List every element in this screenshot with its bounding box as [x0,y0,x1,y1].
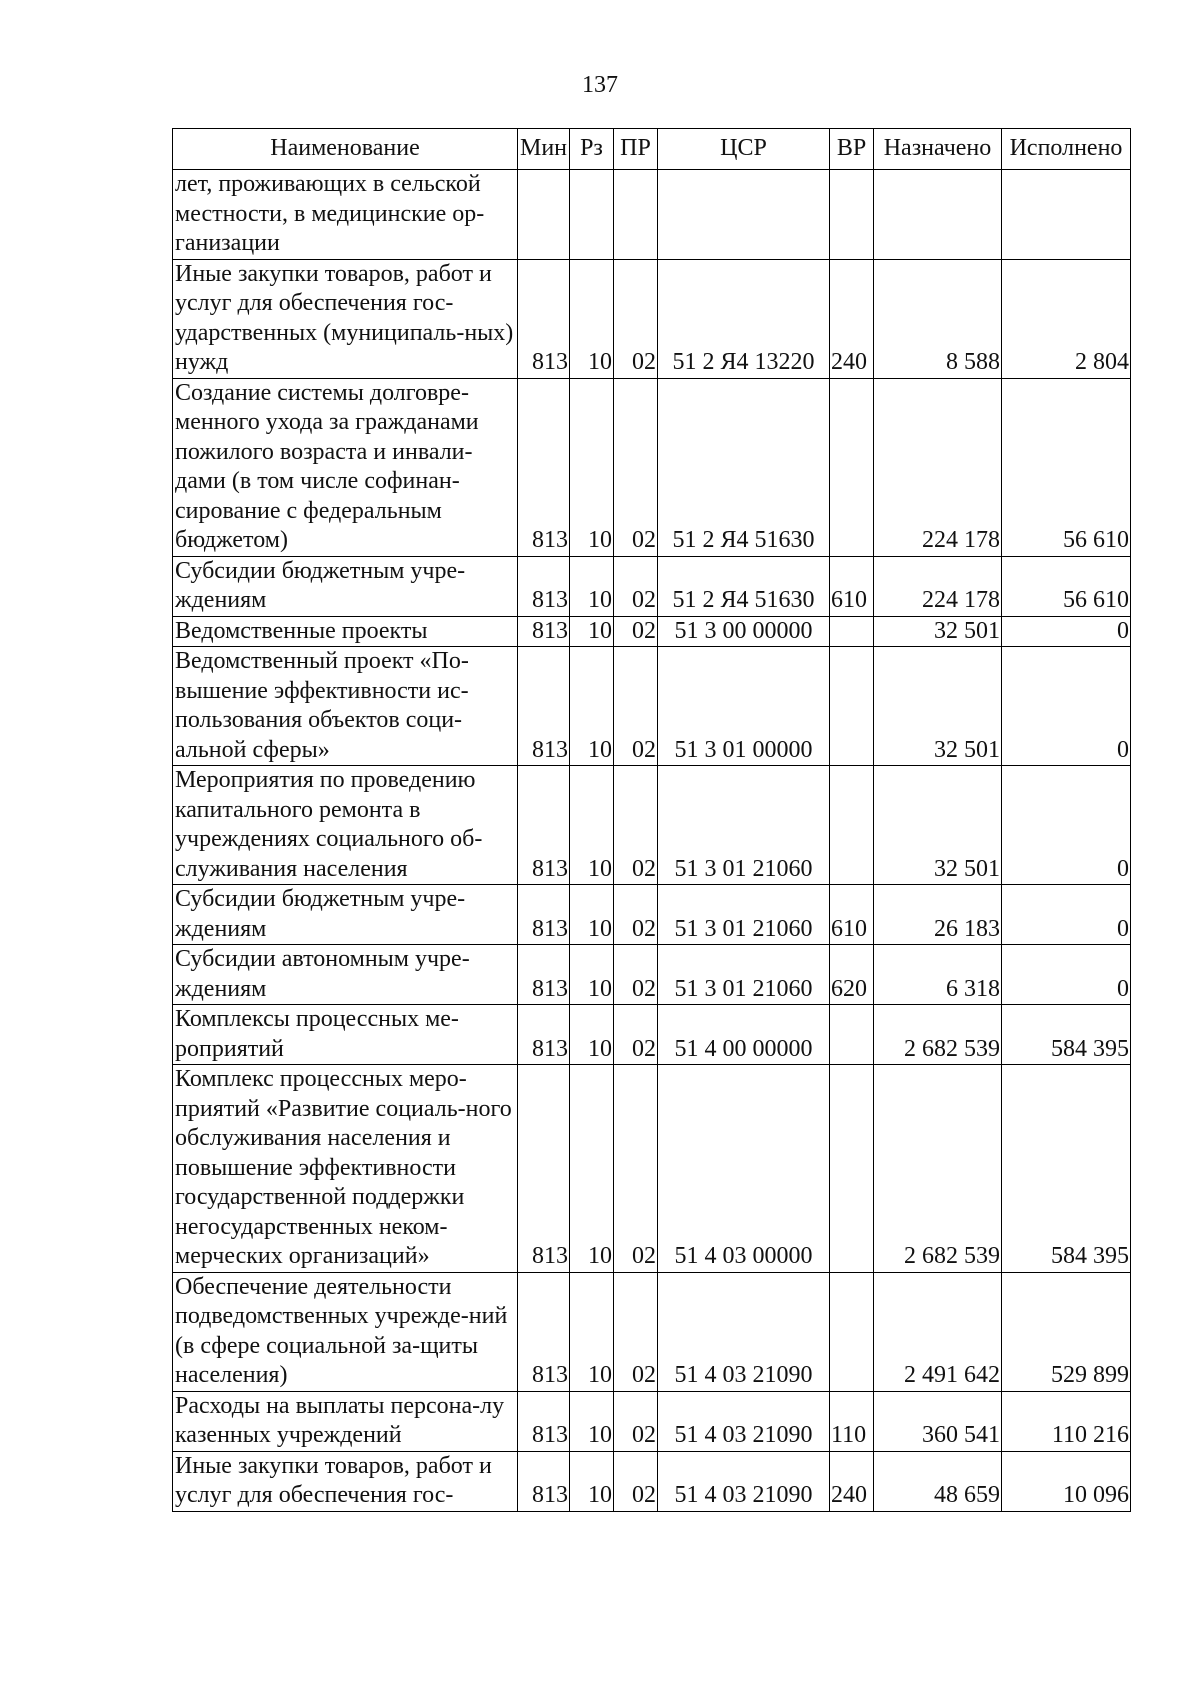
table-body [173,170,1131,1512]
cell-rz: 10 [570,647,614,766]
cell-vr: 610 [830,556,874,616]
cell-planned: 32 501 [874,766,1002,885]
cell-min: 813 [518,259,570,378]
cell-executed: 0 [1002,647,1131,766]
cell-rz: 10 [570,945,614,1005]
cell-vr: 110 [830,1391,874,1451]
cell-executed [1002,170,1131,260]
cell-rz: 10 [570,885,614,945]
cell-csr: 51 4 03 21090 [658,1451,830,1511]
table-row [173,766,1131,885]
cell-executed: 0 [1002,766,1131,885]
cell-executed: 0 [1002,616,1131,647]
cell-vr: 610 [830,885,874,945]
cell-csr: 51 3 01 21060 [658,945,830,1005]
cell-csr: 51 3 00 00000 [658,616,830,647]
cell-name: Обеспечение деятельности подведомственных учрежде-ний (в сфере социальной за-щиты населения) [173,1272,518,1391]
cell-csr: 51 2 Я4 51630 [658,378,830,556]
cell-pr: 02 [614,945,658,1005]
cell-rz: 10 [570,556,614,616]
table-row [173,1451,1131,1511]
budget-table [172,128,1131,1512]
cell-name: Иные закупки товаров, работ и услуг для обеспечения гос- [173,1451,518,1511]
cell-csr: 51 3 01 21060 [658,885,830,945]
header-executed: Исполнено [1002,129,1131,170]
cell-vr [830,766,874,885]
cell-name: лет, проживающих в сельской местности, в медицинские ор-ганизации [173,170,518,260]
header-planned: Назначено [874,129,1002,170]
cell-rz: 10 [570,1451,614,1511]
cell-name: Ведомственные проекты [173,616,518,647]
cell-vr [830,616,874,647]
cell-csr: 51 3 01 21060 [658,766,830,885]
table-row [173,556,1131,616]
cell-executed: 529 899 [1002,1272,1131,1391]
cell-planned: 6 318 [874,945,1002,1005]
cell-planned: 224 178 [874,378,1002,556]
header-vr: ВР [830,129,874,170]
cell-pr: 02 [614,647,658,766]
table-row [173,170,1131,260]
cell-vr: 620 [830,945,874,1005]
table-row [173,616,1131,647]
cell-executed: 56 610 [1002,378,1131,556]
cell-csr: 51 4 03 21090 [658,1391,830,1451]
cell-pr: 02 [614,1005,658,1065]
cell-name: Субсидии автономным учре-ждениям [173,945,518,1005]
cell-vr [830,1065,874,1273]
cell-csr: 51 4 03 21090 [658,1272,830,1391]
cell-min: 813 [518,1005,570,1065]
table-row [173,378,1131,556]
cell-planned: 2 682 539 [874,1065,1002,1273]
header-min: Мин [518,129,570,170]
cell-vr: 240 [830,259,874,378]
cell-executed: 0 [1002,945,1131,1005]
cell-pr: 02 [614,766,658,885]
cell-csr: 51 4 00 00000 [658,1005,830,1065]
cell-pr: 02 [614,259,658,378]
cell-min: 813 [518,556,570,616]
cell-csr: 51 4 03 00000 [658,1065,830,1273]
header-pr: ПР [614,129,658,170]
cell-pr: 02 [614,1065,658,1273]
cell-rz: 10 [570,1272,614,1391]
cell-pr: 02 [614,1391,658,1451]
page-number: 137 [582,72,618,98]
cell-rz: 10 [570,259,614,378]
cell-planned: 26 183 [874,885,1002,945]
cell-name: Комплексы процессных ме-роприятий [173,1005,518,1065]
cell-min: 813 [518,616,570,647]
cell-min: 813 [518,1065,570,1273]
table-header-row [173,129,1131,170]
cell-planned: 32 501 [874,647,1002,766]
cell-min: 813 [518,647,570,766]
cell-planned: 2 491 642 [874,1272,1002,1391]
cell-min: 813 [518,885,570,945]
cell-vr [830,647,874,766]
cell-vr: 240 [830,1451,874,1511]
cell-planned: 8 588 [874,259,1002,378]
cell-csr: 51 2 Я4 13220 [658,259,830,378]
table-row [173,1005,1131,1065]
cell-min: 813 [518,945,570,1005]
table-row [173,647,1131,766]
cell-min: 813 [518,378,570,556]
cell-vr [830,378,874,556]
cell-rz: 10 [570,378,614,556]
cell-min: 813 [518,1451,570,1511]
table-row [173,259,1131,378]
cell-executed: 584 395 [1002,1065,1131,1273]
cell-rz: 10 [570,1391,614,1451]
cell-name: Иные закупки товаров, работ и услуг для обеспечения гос-ударственных (муниципаль-ных) нужд [173,259,518,378]
cell-rz: 10 [570,1065,614,1273]
cell-name: Расходы на выплаты персона-лу казенных учреждений [173,1391,518,1451]
cell-min [518,170,570,260]
cell-executed: 10 096 [1002,1451,1131,1511]
cell-pr: 02 [614,1451,658,1511]
cell-min: 813 [518,766,570,885]
cell-pr: 02 [614,1272,658,1391]
cell-rz: 10 [570,766,614,885]
table-row [173,945,1131,1005]
cell-planned: 2 682 539 [874,1005,1002,1065]
cell-pr [614,170,658,260]
cell-executed: 110 216 [1002,1391,1131,1451]
header-name: Наименование [173,129,518,170]
header-rz: Рз [570,129,614,170]
cell-rz: 10 [570,616,614,647]
cell-name: Создание системы долговре-менного ухода за гражданами пожилого возраста и инвали-дами (в том числе софинан-сирование с федеральным бюджетом) [173,378,518,556]
cell-planned: 360 541 [874,1391,1002,1451]
cell-name: Субсидии бюджетным учре-ждениям [173,885,518,945]
cell-rz: 10 [570,1005,614,1065]
cell-csr [658,170,830,260]
header-csr: ЦСР [658,129,830,170]
cell-csr: 51 3 01 00000 [658,647,830,766]
table-row [173,885,1131,945]
cell-executed: 56 610 [1002,556,1131,616]
cell-rz [570,170,614,260]
cell-name: Комплекс процессных меро-приятий «Развитие социаль-ного обслуживания населения и повышение эффективности государственной поддержки негосударственных неком-мерческих организаций» [173,1065,518,1273]
cell-vr [830,170,874,260]
cell-pr: 02 [614,885,658,945]
cell-name: Ведомственный проект «По-вышение эффективности ис-пользования объектов соци-альной сферы» [173,647,518,766]
cell-csr: 51 2 Я4 51630 [658,556,830,616]
cell-vr [830,1005,874,1065]
cell-executed: 584 395 [1002,1005,1131,1065]
cell-planned: 224 178 [874,556,1002,616]
cell-planned: 32 501 [874,616,1002,647]
cell-planned [874,170,1002,260]
table-row [173,1065,1131,1273]
cell-planned: 48 659 [874,1451,1002,1511]
cell-pr: 02 [614,556,658,616]
cell-pr: 02 [614,616,658,647]
table-row [173,1272,1131,1391]
cell-min: 813 [518,1272,570,1391]
cell-pr: 02 [614,378,658,556]
cell-name: Субсидии бюджетным учре-ждениям [173,556,518,616]
cell-executed: 2 804 [1002,259,1131,378]
table-row [173,1391,1131,1451]
cell-vr [830,1272,874,1391]
cell-executed: 0 [1002,885,1131,945]
cell-name: Мероприятия по проведению капитального ремонта в учреждениях социального об-служивания населения [173,766,518,885]
cell-min: 813 [518,1391,570,1451]
